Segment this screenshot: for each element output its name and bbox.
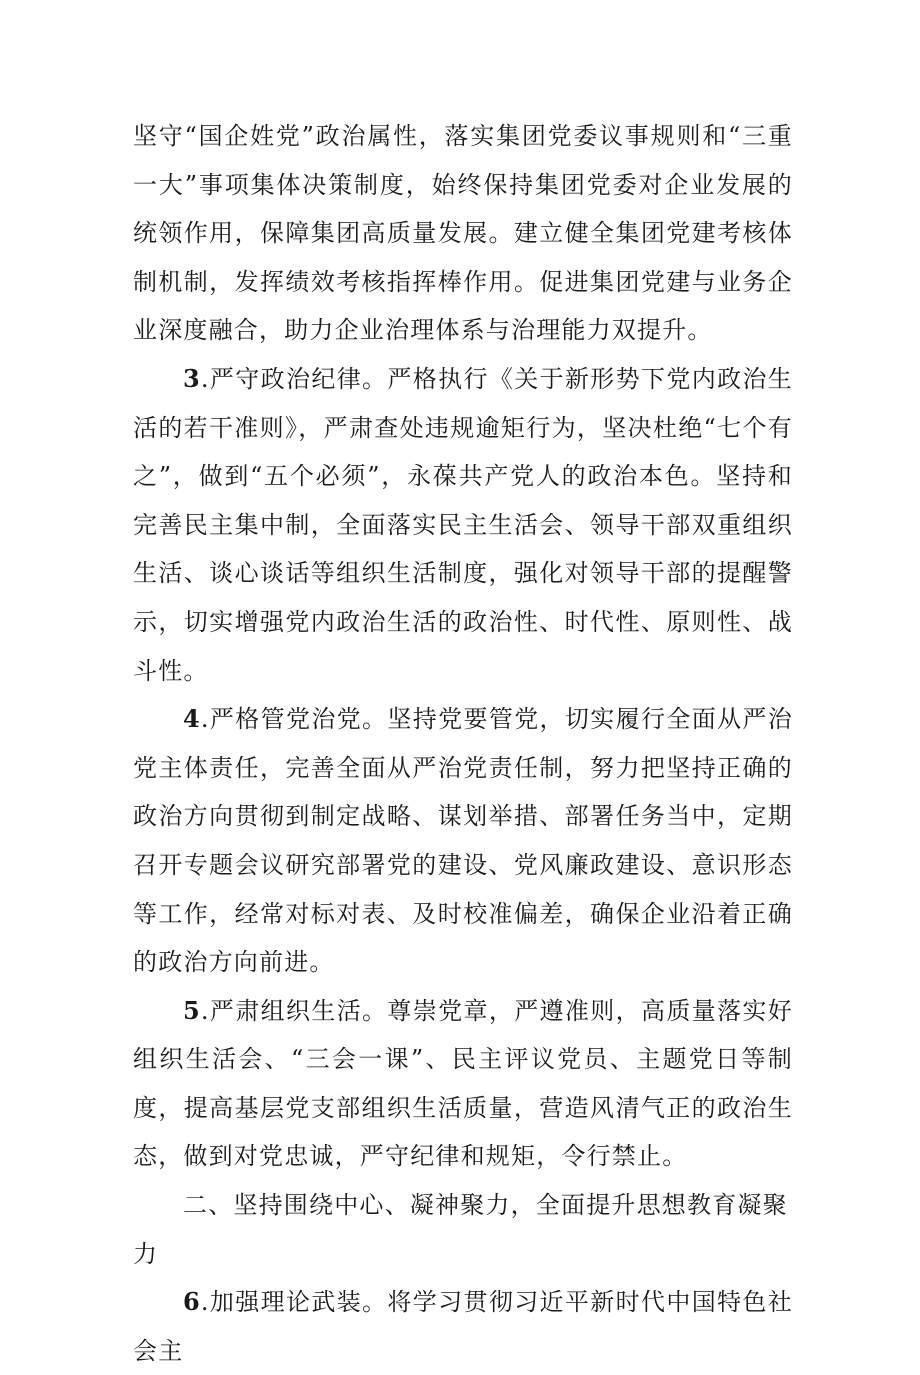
paragraph-6 — [133, 1278, 793, 1375]
paragraph-number: 3 — [183, 363, 201, 393]
paragraph-text: .严肃组织生活。尊崇党章，严遵准则，高质量落实好组织生活会、“三会一课”、民主评议党员、主题党日等制度，提高基层党支部组织生活质量，营造风清气正的政治生态，做到对党忠诚，严守纪律和规矩，令行禁止。 — [133, 996, 793, 1171]
paragraph-5 — [133, 987, 793, 1181]
paragraph-4 — [133, 695, 793, 987]
paragraph-text: .严守政治纪律。严格执行《关于新形势下党内政治生活的若干准则》，严肃查处违规逾矩行为，坚决杜绝“七个有之”，做到“五个必须”，永葆共产党人的政治本色。坚持和完善民主集中制，全面落实民主生活会、领导干部双重组织生活、谈心谈话等组织生活制度，强化对领导干部的提醒警示，切实增强党内政治生活的政治性、时代性、原则性、战斗性。 — [133, 364, 793, 685]
paragraph-text: .加强理论武装。将学习贯彻习近平新时代中国特色社会主 — [133, 1288, 793, 1365]
section-heading: 二、坚持围绕中心、凝神聚力，全面提升思想教育凝聚力 — [133, 1191, 788, 1268]
paragraph-text: 坚守“国企姓党”政治属性，落实集团党委议事规则和“三重一大”事项集体决策制度，始终保持集团党委对企业发展的统领作用，保障集团高质量发展。建立健全集团党建考核体制机制，发挥绩效考核指挥棒作用。促进集团党建与业务企业深度融合，助力企业治理体系与治理能力双提升。 — [133, 122, 793, 345]
paragraph-number: 5 — [183, 995, 201, 1025]
text-column — [133, 112, 793, 1375]
paragraph-text: .严格管党治党。坚持党要管党，切实履行全面从严治党主体责任，完善全面从严治党责任制，努力把坚持正确的政治方向贯彻到制定战略、谋划举措、部署任务当中，定期召开专题会议研究部署党的建设、党风廉政建设、意识形态等工作，经常对标对表、及时校准偏差，确保企业沿着正确的政治方向前进。 — [133, 705, 793, 977]
paragraph-number: 6 — [183, 1287, 201, 1317]
paragraph-3 — [133, 355, 793, 695]
paragraph-number: 4 — [183, 704, 201, 734]
paragraph-continuation — [133, 112, 793, 355]
